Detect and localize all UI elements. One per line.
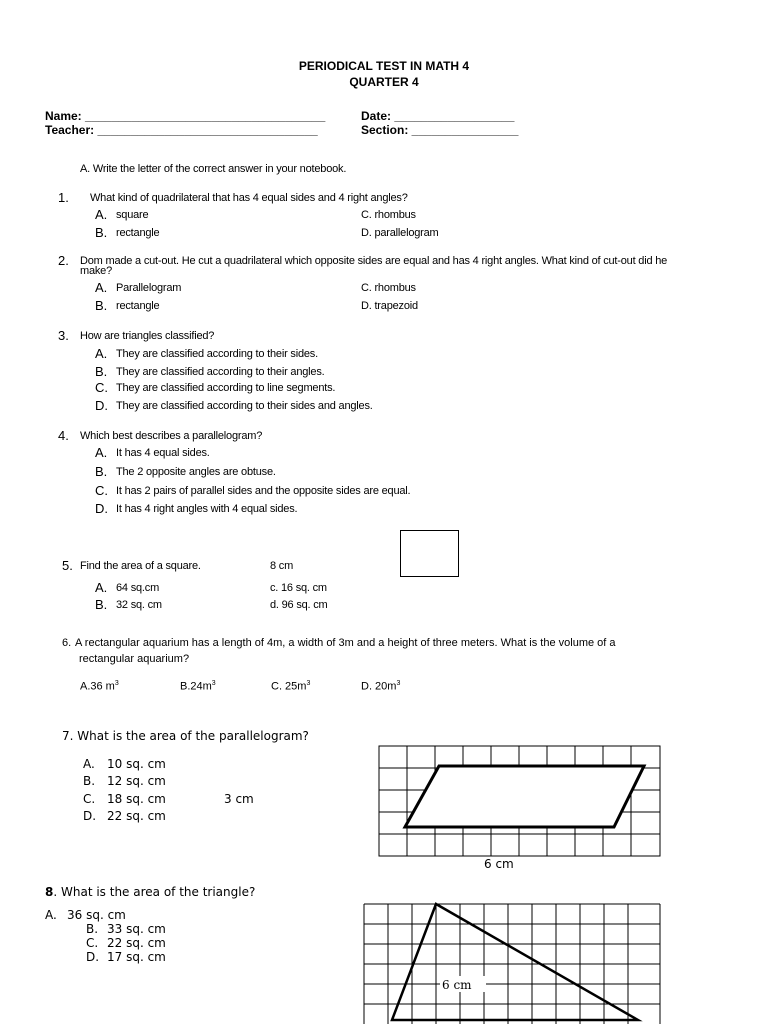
q8-b-letter: B. [86, 922, 99, 936]
q4-a-option[interactable]: It has 4 equal sides. [116, 447, 210, 459]
q1-number: 1. [58, 190, 69, 205]
q7-height-label: 3 cm [224, 792, 254, 806]
q6-b-option[interactable] [180, 680, 216, 693]
q2-b-letter: B. [95, 298, 108, 313]
q3-a-letter: A. [95, 346, 108, 361]
q4-c-letter: C. [95, 483, 108, 498]
q7-a-option[interactable]: 10 sq. cm [107, 757, 166, 771]
q1-a-option[interactable]: square [116, 209, 149, 221]
q2-c-option[interactable]: C. rhombus [361, 282, 416, 294]
q3-d-letter: D. [95, 398, 108, 413]
q6-number: 6. [62, 637, 72, 649]
q7-d-option[interactable]: 22 sq. cm [107, 809, 166, 823]
q5-square-figure [400, 530, 459, 577]
q4-d-letter: D. [95, 501, 108, 516]
section-field[interactable]: Section: ________________ [361, 123, 519, 137]
q5-a-option[interactable]: 64 sq.cm [116, 582, 160, 594]
q6-d-text: D. 20m [361, 680, 397, 693]
q7-c-option[interactable]: 18 sq. cm [107, 792, 166, 806]
q3-c-letter: C. [95, 380, 108, 395]
q6-text-line1: A rectangular aquarium has a length of 4m, a width of 3m and a height of three meters. What is the volume of a [75, 637, 616, 649]
q5-c-option[interactable]: c. 16 sq. cm [270, 582, 327, 594]
q6-text-line2: rectangular aquarium? [79, 653, 190, 665]
q2-text-line1: Dom made a cut-out. He cut a quadrilateral which opposite sides are equal and has 4 right angles. What kind of cut-out did he [80, 255, 668, 267]
test-subtitle: QUARTER 4 [349, 75, 419, 89]
q7-b-letter: B. [83, 774, 96, 788]
q6-c-text: C. 25m [271, 680, 307, 693]
q7-c-letter: C. [83, 792, 96, 806]
q8-a-letter: A. [45, 908, 57, 922]
q3-c-option[interactable]: They are classified according to line segments. [116, 382, 336, 394]
q8-a-option[interactable]: 36 sq. cm [67, 908, 126, 922]
q7-parallelogram-shape [405, 766, 644, 827]
q1-b-letter: B. [95, 225, 108, 240]
q3-b-option[interactable]: They are classified according to their angles. [116, 366, 325, 378]
q6-d-option[interactable] [361, 680, 400, 693]
q3-d-option[interactable]: They are classified according to their sides and angles. [116, 400, 373, 412]
q6-a-option[interactable] [80, 680, 119, 693]
q8-b-option[interactable]: 33 sq. cm [107, 922, 166, 936]
q2-d-option[interactable]: D. trapezoid [361, 300, 418, 312]
q8-triangle-shape [392, 904, 638, 1020]
q7-parallelogram-grid [376, 744, 666, 859]
q6-a-exp: 3 [114, 680, 119, 687]
q6-c-option[interactable] [271, 680, 310, 693]
q4-b-option[interactable]: The 2 opposite angles are obtuse. [116, 466, 276, 478]
q8-triangle-grid [360, 900, 665, 1024]
q7-base-label: 6 cm [484, 857, 514, 871]
instruction-text: A. Write the letter of the correct answer in your notebook. [80, 163, 347, 175]
q4-b-letter: B. [95, 464, 108, 479]
q3-text: How are triangles classified? [80, 330, 215, 342]
q6-a-text: A.36 m [80, 680, 115, 693]
q8-base-label: 6 cm [442, 978, 472, 992]
q3-b-letter: B. [95, 364, 108, 379]
q7-d-letter: D. [83, 809, 97, 823]
name-field[interactable]: Name: ____________________________________ [45, 109, 326, 123]
q5-dimension: 8 cm [270, 560, 294, 572]
q6-c-exp: 3 [306, 680, 311, 687]
q7-a-letter: A. [83, 757, 95, 771]
q4-a-letter: A. [95, 445, 108, 460]
q7-b-option[interactable]: 12 sq. cm [107, 774, 166, 788]
q5-b-letter: B. [95, 597, 108, 612]
q5-b-option[interactable]: 32 sq. cm [116, 599, 162, 611]
teacher-field[interactable]: Teacher: _________________________________ [45, 123, 318, 137]
q1-d-option[interactable]: D. parallelogram [361, 227, 439, 239]
q4-number: 4. [58, 428, 69, 443]
q1-a-letter: A. [95, 207, 108, 222]
q5-text: Find the area of a square. [80, 560, 201, 572]
q2-a-letter: A. [95, 280, 108, 295]
q8-question [45, 885, 255, 899]
date-field[interactable]: Date: __________________ [361, 109, 515, 123]
q6-d-exp: 3 [396, 680, 401, 687]
q8-text: . What is the area of the triangle? [53, 885, 256, 899]
q4-d-option[interactable]: It has 4 right angles with 4 equal sides. [116, 503, 298, 515]
test-title: PERIODICAL TEST IN MATH 4 [298, 59, 470, 73]
q8-d-option[interactable]: 17 sq. cm [107, 950, 166, 964]
q2-a-option[interactable]: Parallelogram [116, 282, 182, 294]
q3-a-option[interactable]: They are classified according to their sides. [116, 348, 318, 360]
q1-b-option[interactable]: rectangle [116, 227, 160, 239]
q8-number: 8 [45, 885, 54, 899]
q6-b-text: B.24m [180, 680, 212, 693]
q7-text: 7. What is the area of the parallelogram? [62, 729, 309, 743]
q5-a-letter: A. [95, 580, 108, 595]
q2-number: 2. [58, 253, 69, 268]
q4-text: Which best describes a parallelogram? [80, 430, 263, 442]
q5-d-option[interactable]: d. 96 sq. cm [270, 599, 328, 611]
q2-text-line2: make? [80, 265, 113, 277]
q1-c-option[interactable]: C. rhombus [361, 209, 416, 221]
q8-d-letter: D. [86, 950, 100, 964]
q8-c-letter: C. [86, 936, 99, 950]
q4-c-option[interactable]: It has 2 pairs of parallel sides and the opposite sides are equal. [116, 485, 411, 497]
q2-b-option[interactable]: rectangle [116, 300, 160, 312]
q5-number: 5. [62, 558, 73, 573]
q3-number: 3. [58, 328, 69, 343]
q8-c-option[interactable]: 22 sq. cm [107, 936, 166, 950]
q6-b-exp: 3 [211, 680, 216, 687]
q1-text: What kind of quadrilateral that has 4 equal sides and 4 right angles? [90, 192, 408, 204]
